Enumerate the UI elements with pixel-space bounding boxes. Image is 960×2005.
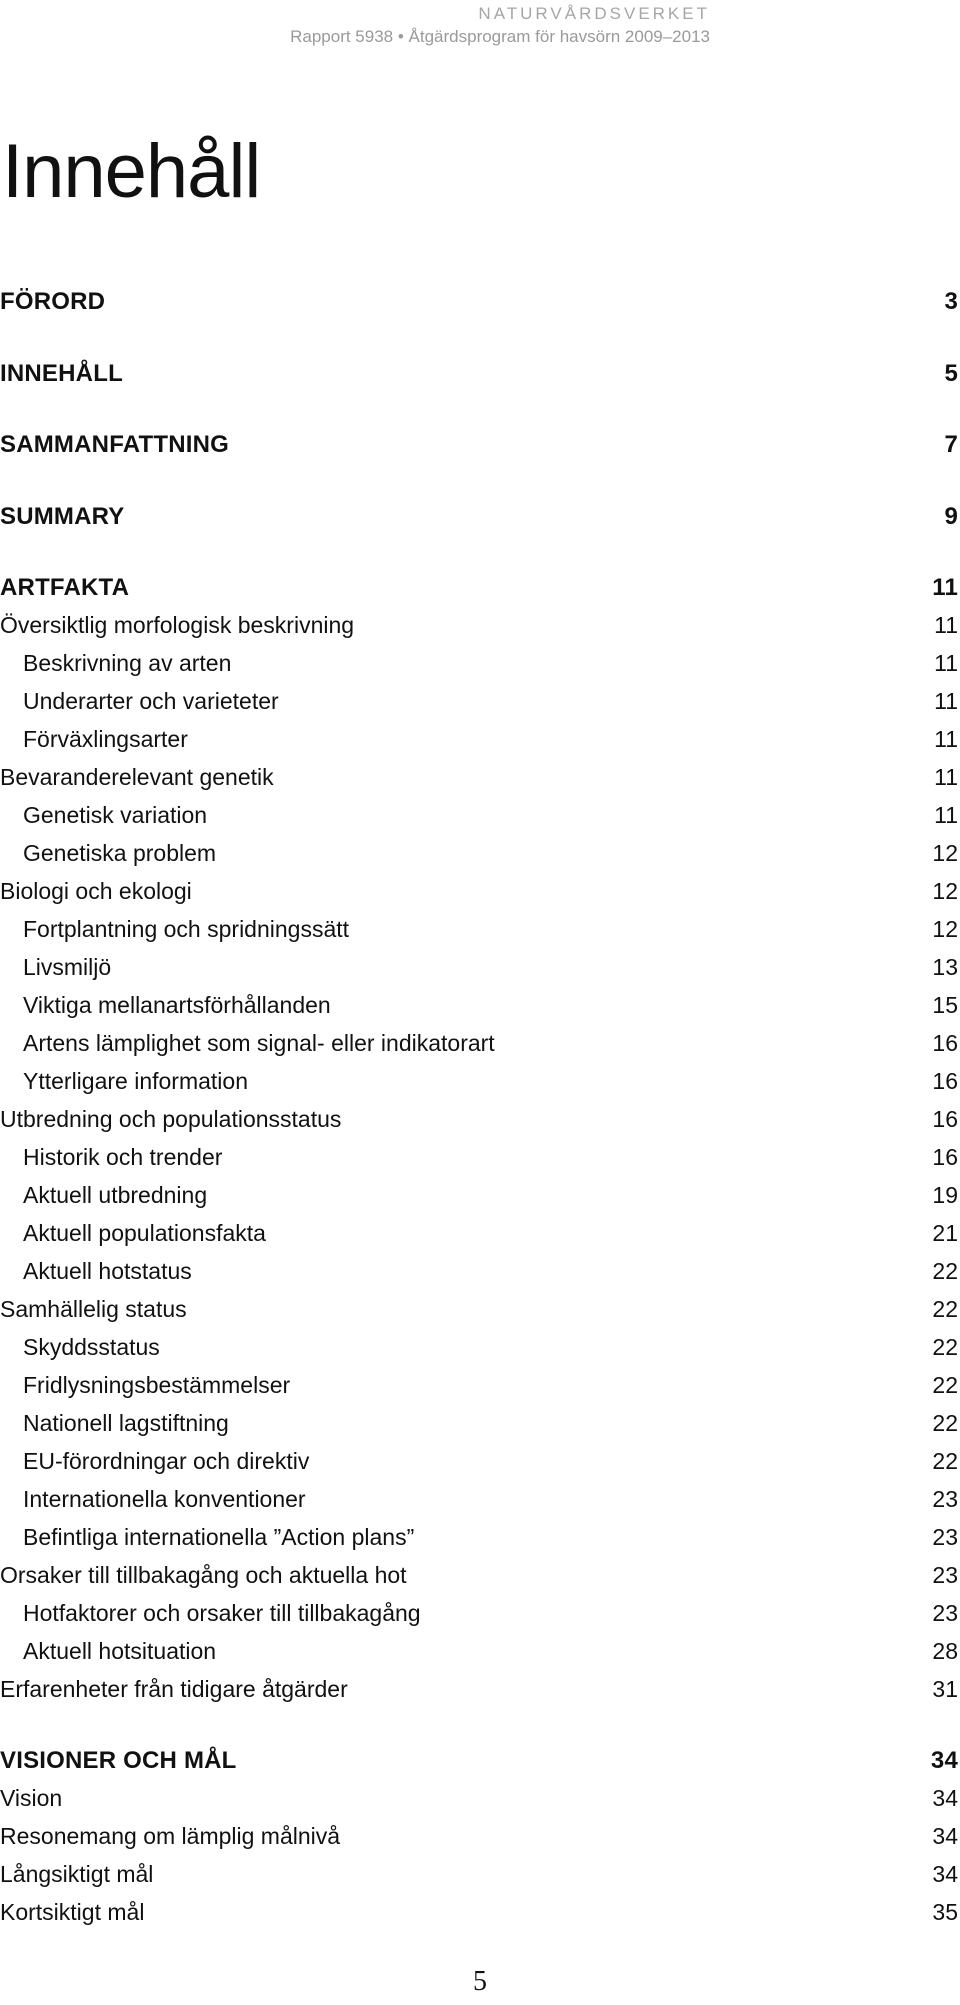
- toc-entry[interactable]: [0, 1524, 958, 1562]
- toc-entry-title: SAMMANFATTNING: [0, 431, 229, 458]
- toc-entry[interactable]: [0, 1638, 958, 1676]
- toc-entry-page: 34: [932, 1823, 958, 1849]
- toc-entry[interactable]: [0, 1785, 958, 1823]
- toc-entry-page: 11: [934, 688, 958, 714]
- toc-entry[interactable]: [0, 878, 958, 916]
- toc-entry-page: 11: [934, 726, 958, 752]
- toc-entry[interactable]: [0, 726, 958, 764]
- page-number: 5: [473, 1966, 487, 1997]
- toc-entry-page: 23: [932, 1562, 958, 1588]
- toc-entry-page: 23: [932, 1486, 958, 1512]
- toc-entry-page: 34: [930, 1747, 958, 1774]
- toc-entry-page: 13: [932, 954, 958, 980]
- toc-entry[interactable]: [0, 1334, 958, 1372]
- toc-entry[interactable]: [0, 916, 958, 954]
- toc-entry-page: 16: [932, 1068, 958, 1094]
- page-title: Innehåll: [2, 129, 261, 214]
- header-report: Rapport 5938 • Åtgärdsprogram för havsörn 2009–2013: [290, 27, 710, 46]
- toc-entry[interactable]: [0, 288, 958, 326]
- toc-entry-page: 22: [932, 1296, 958, 1322]
- header-org: NATURVÅRDSVERKET: [478, 4, 710, 23]
- toc-entry-title: SUMMARY: [0, 503, 125, 530]
- toc-entry-page: 12: [932, 878, 958, 904]
- toc-entry-title: FÖRORD: [0, 288, 106, 315]
- toc-entry-title: Livsmiljö: [23, 954, 112, 980]
- toc-entry[interactable]: [0, 1296, 958, 1334]
- toc-entry-title: ARTFAKTA: [0, 574, 130, 601]
- toc-entry-title: Aktuell hotsituation: [23, 1638, 217, 1664]
- toc-entry[interactable]: [0, 1600, 958, 1638]
- toc-entry[interactable]: [0, 1030, 958, 1068]
- toc-entry[interactable]: [0, 840, 958, 878]
- toc-entry-page: 28: [932, 1638, 958, 1664]
- toc-entry-title: Underarter och varieteter: [23, 688, 279, 714]
- toc-entry[interactable]: [0, 1823, 958, 1861]
- toc-entry[interactable]: [0, 1676, 958, 1714]
- toc-entry-title: Kortsiktigt mål: [0, 1899, 145, 1925]
- toc-entry-page: 22: [932, 1410, 958, 1436]
- toc-entry-title: Aktuell populationsfakta: [23, 1220, 266, 1246]
- toc-entry-page: 34: [932, 1861, 958, 1887]
- toc-entry[interactable]: [0, 1861, 958, 1899]
- toc-entry[interactable]: [0, 1258, 958, 1296]
- toc-entry[interactable]: [0, 1899, 958, 1937]
- toc-entry-title: Genetisk variation: [23, 802, 208, 828]
- toc-entry-title: INNEHÅLL: [0, 360, 123, 387]
- toc-entry-title: Viktiga mellanartsförhållanden: [23, 992, 331, 1018]
- toc-entry[interactable]: [0, 503, 958, 541]
- toc-entry-page: 11: [932, 574, 958, 601]
- toc-entry[interactable]: [0, 360, 958, 398]
- toc-entry-title: Utbredning och populationsstatus: [0, 1106, 342, 1132]
- toc-entry-title: Bevaranderelevant genetik: [0, 764, 274, 790]
- toc-entry-page: 11: [934, 612, 958, 638]
- toc-entry-page: 11: [934, 802, 958, 828]
- toc-entry-page: 16: [932, 1106, 958, 1132]
- toc-entry-page: 11: [934, 764, 958, 790]
- toc-entry-page: 23: [932, 1524, 958, 1550]
- toc-entry[interactable]: [0, 688, 958, 726]
- toc-entry[interactable]: [0, 1747, 958, 1785]
- toc-entry-title: Ytterligare information: [23, 1068, 248, 1094]
- toc-entry-title: EU-förordningar och direktiv: [23, 1448, 310, 1474]
- toc-entry-page: 16: [932, 1030, 958, 1056]
- toc-entry-title: Aktuell hotstatus: [23, 1258, 192, 1284]
- toc-entry-page: 34: [932, 1785, 958, 1811]
- toc-entry-title: Resonemang om lämplig målnivå: [0, 1823, 341, 1849]
- toc-entry[interactable]: [0, 612, 958, 650]
- toc-entry[interactable]: [0, 992, 958, 1030]
- toc-entry-title: Förväxlingsarter: [23, 726, 188, 752]
- toc-entry-title: Orsaker till tillbakagång och aktuella hot: [0, 1562, 407, 1588]
- toc-entry-title: Aktuell utbredning: [23, 1182, 208, 1208]
- toc-entry-page: 22: [932, 1372, 958, 1398]
- toc-entry-title: Beskrivning av arten: [23, 650, 232, 676]
- toc-entry-page: 23: [932, 1600, 958, 1626]
- toc-entry-page: 19: [932, 1182, 958, 1208]
- toc-entry-page: 5: [944, 360, 958, 387]
- toc-entry-title: Samhällelig status: [0, 1296, 187, 1322]
- toc-entry-title: VISIONER OCH MÅL: [0, 1747, 237, 1774]
- toc-entry-title: Nationell lagstiftning: [23, 1410, 229, 1436]
- toc-entry-page: 21: [932, 1220, 958, 1246]
- toc-entry[interactable]: [0, 802, 958, 840]
- toc-entry-page: 9: [944, 503, 958, 530]
- toc-entry[interactable]: [0, 1182, 958, 1220]
- toc-entry-page: 7: [944, 431, 958, 458]
- toc-entry-title: Skyddsstatus: [23, 1334, 160, 1360]
- toc-entry-title: Artens lämplighet som signal- eller indikatorart: [23, 1030, 495, 1056]
- toc-entry[interactable]: [0, 1220, 958, 1258]
- toc-entry-title: Fridlysningsbestämmelser: [23, 1372, 291, 1398]
- toc-entry-page: 12: [932, 916, 958, 942]
- toc-entry-title: Fortplantning och spridningssätt: [23, 916, 350, 942]
- toc-entry-title: Internationella konventioner: [23, 1486, 306, 1512]
- toc-entry[interactable]: [0, 431, 958, 469]
- toc-entry[interactable]: [0, 1106, 958, 1144]
- toc-entry[interactable]: [0, 1486, 958, 1524]
- toc-entry-title: Erfarenheter från tidigare åtgärder: [0, 1676, 348, 1702]
- toc-entry-title: Biologi och ekologi: [0, 878, 192, 904]
- toc-entry-page: 11: [934, 650, 958, 676]
- toc-entry-title: Hotfaktorer och orsaker till tillbakagång: [23, 1600, 421, 1626]
- toc-entry-page: 22: [932, 1334, 958, 1360]
- toc-entry-title: Genetiska problem: [23, 840, 217, 866]
- toc-entry[interactable]: [0, 1410, 958, 1448]
- toc-entry[interactable]: [0, 764, 958, 802]
- toc-entry[interactable]: [0, 1068, 958, 1106]
- toc-entry[interactable]: [0, 1144, 958, 1182]
- toc-entry[interactable]: [0, 1372, 958, 1410]
- toc-entry-page: 15: [932, 992, 958, 1018]
- toc-entry-page: 35: [932, 1899, 958, 1925]
- toc-entry-page: 22: [932, 1258, 958, 1284]
- toc-entry-page: 16: [932, 1144, 958, 1170]
- toc-entry-title: Befintliga internationella ”Action plans”: [23, 1524, 415, 1550]
- toc-entry-title: Långsiktigt mål: [0, 1861, 154, 1887]
- toc-entry-page: 31: [932, 1676, 958, 1702]
- toc-entry-page: 3: [944, 288, 958, 315]
- toc-entry[interactable]: [0, 1562, 958, 1600]
- toc-entry-title: Översiktlig morfologisk beskrivning: [0, 612, 355, 638]
- toc-entry-page: 12: [932, 840, 958, 866]
- toc-entry-page: 22: [932, 1448, 958, 1474]
- toc-entry[interactable]: [0, 650, 958, 688]
- toc-entry[interactable]: [0, 954, 958, 992]
- toc-entry-title: Historik och trender: [23, 1144, 223, 1170]
- toc-entry-title: Vision: [0, 1785, 63, 1811]
- toc-entry[interactable]: [0, 1448, 958, 1486]
- toc-entry[interactable]: [0, 574, 958, 612]
